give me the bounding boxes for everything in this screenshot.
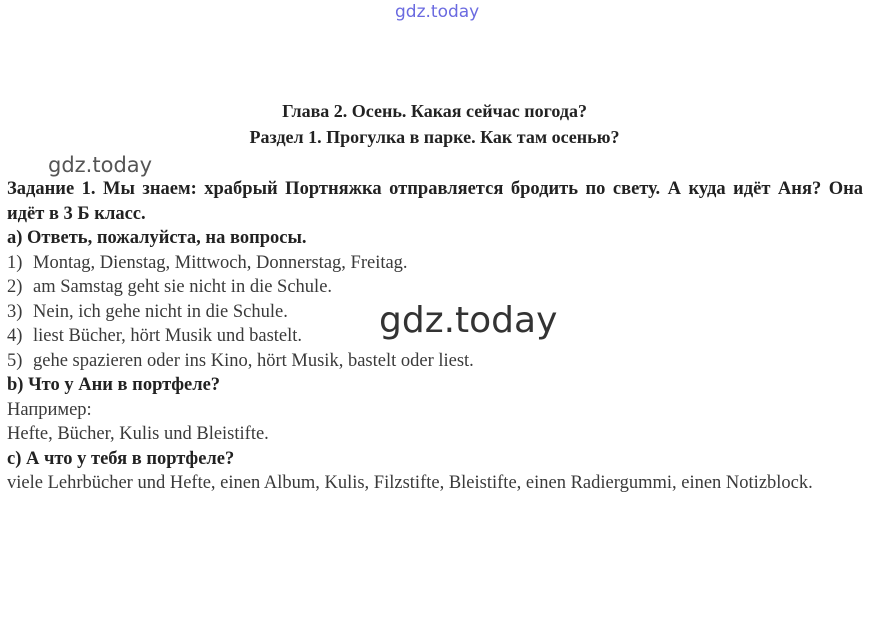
task-text: Задание 1. Мы знаем: храбрый Портняжка отправляется бродить по свету. А куда идёт Аня? Она идёт в 3 Б класс.	[7, 179, 863, 224]
answer-number: 4)	[7, 326, 23, 346]
watermark-top: gdz.today	[395, 2, 480, 22]
part-c-answer: viele Lehrbücher und Hefte, einen Album, Kulis, Filzstifte, Bleistifte, einen Radiergummi, einen Notizblock.	[7, 473, 813, 493]
watermark-left: gdz.today	[48, 153, 153, 177]
answer-number: 5)	[7, 350, 23, 371]
answer-text: Montag, Dienstag, Mittwoch, Donnerstag, Freitag.	[33, 252, 408, 273]
answer-item	[7, 275, 863, 300]
answer-text: liest Bücher, hört Musik und bastelt.	[33, 326, 303, 346]
answer-text: am Samstag geht sie nicht in die Schule.	[33, 277, 333, 297]
example-label: Например:	[7, 399, 92, 420]
watermark-center: gdz.today	[379, 300, 558, 341]
chapter-heading: Глава 2. Осень. Какая сейчас погода?	[282, 101, 587, 121]
answer-item	[7, 251, 863, 276]
answer-number: 2)	[7, 277, 23, 297]
part-a-label: а) Ответь, пожалуйста, на вопросы.	[7, 228, 307, 248]
answer-item	[7, 349, 863, 374]
answer-text: Nein, ich gehe nicht in die Schule.	[33, 301, 288, 322]
answer-text: gehe spazieren oder ins Kino, hört Musik, bastelt oder liest.	[33, 350, 474, 371]
answer-number: 1)	[7, 252, 23, 273]
part-b-label: b) Что у Ани в портфеле?	[7, 375, 221, 395]
part-c-label: c) А что у тебя в портфеле?	[7, 448, 235, 469]
part-b-answer: Hefte, Bücher, Kulis und Bleistifte.	[7, 424, 269, 444]
section-heading: Раздел 1. Прогулка в парке. Как там осенью?	[249, 127, 620, 147]
answer-number: 3)	[7, 301, 23, 322]
